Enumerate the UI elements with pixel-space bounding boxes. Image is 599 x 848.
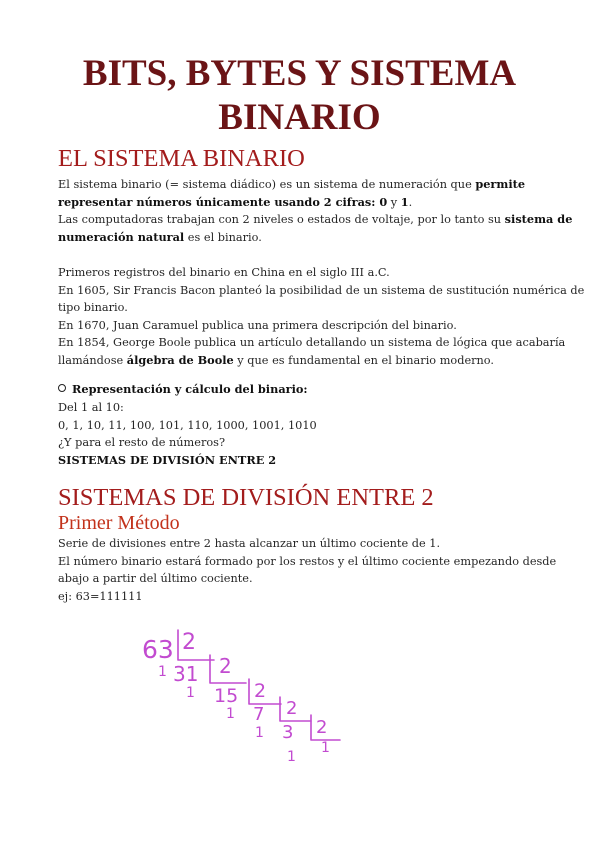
bold-text: álgebra de Boole	[126, 352, 234, 367]
bold-text: 1	[400, 194, 409, 209]
text: llamándose	[58, 353, 127, 367]
divisor: 2	[286, 698, 298, 719]
remainder: 1	[287, 749, 296, 765]
history-line: En 1605, Sir Francis Bacon planteó la posibilidad de un sistema de sustitución numérica de	[58, 283, 585, 297]
text: El sistema binario (= sistema diádico) es un sistema de numeración que	[58, 178, 476, 191]
dividend: 15	[214, 685, 239, 707]
document-title-line1: BITS, BYTES Y SISTEMA	[82, 53, 517, 94]
document-title-line2: BINARIO	[218, 97, 381, 138]
dividend: 3	[282, 722, 294, 743]
method-line: El número binario estará formado por los restos y el último cociente empezando desde	[58, 554, 557, 568]
text: es el binario.	[184, 230, 262, 244]
history-line: tipo binario.	[58, 301, 128, 315]
divisor: 2	[219, 654, 232, 678]
bold-text: representar números únicamente usando 2 cifras: 0	[58, 194, 388, 209]
text: y	[387, 195, 401, 209]
text: Las computadoras trabajan con 2 niveles o estados de voltaje, por lo tanto su	[58, 213, 505, 227]
text: .	[408, 195, 413, 209]
remainder: 1	[186, 685, 195, 701]
list-line: 0, 1, 10, 11, 100, 101, 110, 1000, 1001, 1010	[58, 418, 317, 432]
remainder: 1	[226, 706, 235, 722]
remainder: 1	[255, 725, 264, 741]
method-line: abajo a partir del último cociente.	[58, 572, 253, 586]
dividend: 63	[142, 635, 174, 664]
last-quotient: 1	[321, 740, 330, 756]
history-line: En 1854, George Boole publica un artículo detallando un sistema de lógica que acabaría	[58, 336, 566, 350]
method-line: Serie de divisiones entre 2 hasta alcanzar un último cociente de 1.	[58, 537, 441, 550]
history-line: En 1670, Juan Caramuel publica una primera descripción del binario.	[58, 318, 457, 332]
subheading-primer-metodo: Primer Método	[58, 512, 180, 534]
remainder: 1	[158, 664, 167, 680]
divisor: 2	[316, 717, 328, 738]
list-line: Del 1 al 10:	[58, 401, 124, 414]
bold-text: sistema de	[504, 212, 573, 227]
list-line: ¿Y para el resto de números?	[58, 436, 226, 450]
section-heading-sistema-binario: EL SISTEMA BINARIO	[58, 145, 305, 172]
bold-text: numeración natural	[58, 229, 185, 244]
dividend: 7	[253, 704, 265, 725]
section-heading-division: SISTEMAS DE DIVISIÓN ENTRE 2	[58, 484, 434, 511]
dividend: 31	[173, 662, 199, 686]
text: y que es fundamental en el binario moderno.	[233, 353, 494, 367]
divisor: 2	[254, 680, 267, 702]
history-line: Primeros registros del binario en China en el siglo III a.C.	[58, 266, 390, 279]
divisor: 2	[182, 630, 196, 655]
bullet-label: Representación y cálculo del binario:	[72, 382, 308, 396]
method-line: ej: 63=111111	[58, 589, 143, 603]
list-line: SISTEMAS DE DIVISIÓN ENTRE 2	[58, 452, 277, 467]
bold-text: permite	[475, 177, 526, 191]
